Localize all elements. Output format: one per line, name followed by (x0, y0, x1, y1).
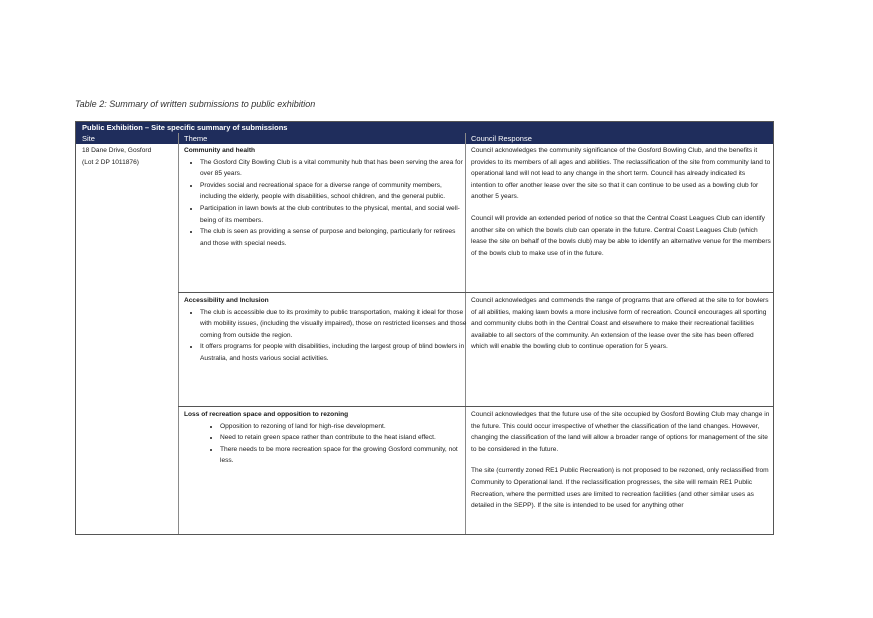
header-site: Site (82, 134, 95, 143)
header-response: Council Response (471, 134, 532, 143)
response-paragraph: Council will provide an extended period of notice so that the Central Coast Leagues Club can identify another site on which the bowls club can operate in the future. Central Coast Leagues Club (which lease the site on behalf of the bowls club) may be able to identify an alternative venue for the members of the bowls club to make use of in the future. (471, 214, 771, 257)
response-paragraph: Council acknowledges that the future use of the site occupied by Gosford Bowling Club may change in the future. This could occur irrespective of whether the classification of the land changes. However, changing the classification of the land will allow a broader range of options for management of the site to be considered in the future. (471, 411, 770, 453)
list-item: • The club is seen as providing a sense of purpose and belonging, particularly for retirees and those with special needs. (200, 226, 468, 249)
list-item: • The club is accessible due to its proximity to public transportation, making it ideal for those with mobility issues, (including the visually impaired), those on restricted licenses and those coming from outside the region. (200, 307, 468, 342)
table-title: Public Exhibition – Site specific summary of submissions (76, 122, 773, 133)
list-item: • It offers programs for people with disabilities, including the largest group of blind bowlers in Australia, and hosts various social activities. (200, 341, 468, 364)
submissions-table (75, 121, 774, 535)
council-response (471, 295, 771, 353)
list-item: • Opposition to rezoning of land for high-rise development. (220, 421, 468, 433)
list-item: • The Gosford City Bowling Club is a vital community hub that has been serving the area for over 85 years. (200, 157, 468, 180)
theme-title: Loss of recreation space and opposition to rezoning (184, 411, 349, 418)
list-item: • Participation in lawn bowls at the club contributes to the physical, mental, and social well-being of its members. (200, 203, 468, 226)
table-header-row (76, 133, 773, 144)
column-divider-site (178, 133, 179, 534)
row-divider (178, 406, 773, 407)
response-paragraph: Council acknowledges and commends the range of programs that are offered at the site to for bowlers of all abilities, making lawn bowls a more inclusive form of recreation. Council encourages all sporting and community clubs both in the Central Coast and elsewhere to make their recreational facilities available to all sectors of the community. An extension of the lease over the site has been offered which will enable the bowling club to continue operation for 5 years. (471, 297, 769, 351)
response-paragraph: Council acknowledges the community significance of the Gosford Bowling Club, and the benefits it provides to its members of all ages and abilities. The reclassification of the site from community land to operational land will not lead to any change in the short term. Council has already indicated its intention to offer another lease over the site so that it can continue to be used as a bowling club for another 5 years. (471, 147, 771, 201)
theme-bullets (184, 157, 468, 250)
site-address: 18 Dane Drive, Gosford (82, 147, 152, 154)
list-item: • Provides social and recreational space for a diverse range of community members, including the elderly, people with disabilities, school children, and the general public. (200, 180, 468, 203)
header-theme: Theme (184, 134, 208, 143)
theme-bullets (184, 421, 468, 467)
row-divider (178, 292, 773, 293)
list-item: • There needs to be more recreation space for the growing Gosford community, not less. (220, 444, 468, 467)
council-response (471, 145, 771, 259)
theme-bullets (184, 307, 468, 365)
theme-title: Community and health (184, 147, 256, 154)
list-item: • Need to retain green space rather than contribute to the heat island effect. (220, 432, 468, 444)
site-lot: (Lot 2 DP 1011876) (82, 158, 139, 166)
theme-title: Accessibility and Inclusion (184, 297, 269, 304)
council-response (471, 409, 771, 512)
table-caption: Table 2: Summary of written submissions to public exhibition (75, 99, 316, 109)
response-paragraph: The site (currently zoned RE1 Public Recreation) is not proposed to be rezoned, only reclassified from Community to Operational land. If the reclassification progresses, the site will remain RE1 Public Recreation, where the permitted uses are limited to recreation facilities (and other similar uses as detailed in the SEPP). If the site is intended to be used for anything other (471, 467, 769, 510)
